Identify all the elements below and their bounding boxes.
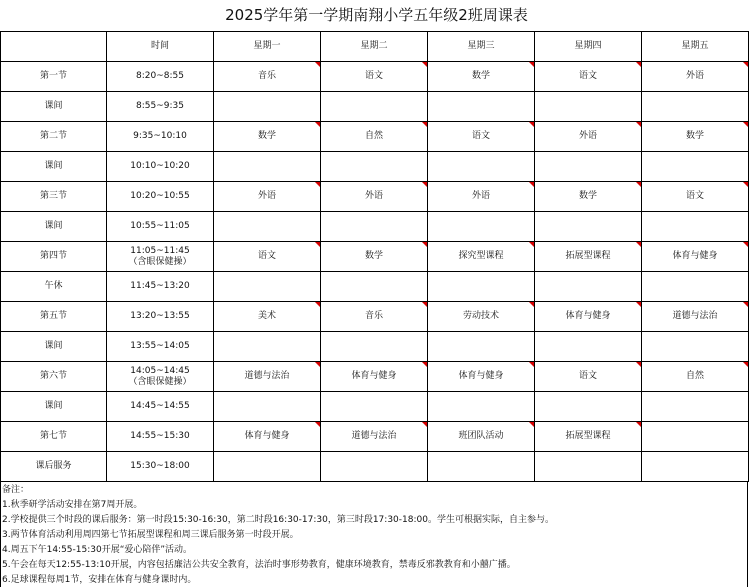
subject-label: 语文 [364, 71, 383, 81]
subject-cell [214, 392, 321, 422]
time-range: 8:20~8:55 [136, 71, 184, 81]
comment-marker-icon [422, 362, 427, 367]
subject-cell [428, 242, 535, 272]
note-line: 6.足球课程每周1节，安排在体育与健身课时内。 [2, 575, 197, 585]
subject-cell [214, 152, 321, 182]
subject-label: 数学 [578, 191, 597, 201]
subject-cell [428, 182, 535, 212]
subject-cell [535, 362, 642, 392]
period-label: 第六节 [1, 362, 107, 392]
subject-cell [642, 92, 749, 122]
time-range: 15:30~18:00 [130, 461, 190, 471]
table-row [1, 272, 749, 302]
table-row [1, 182, 749, 212]
table-row [1, 452, 749, 482]
subject-cell [535, 242, 642, 272]
subject-cell [535, 302, 642, 332]
schedule-table [0, 31, 749, 482]
subject-cell [214, 362, 321, 392]
period-time [107, 152, 214, 182]
time-range: 8:55~9:35 [136, 101, 184, 111]
subject-cell [428, 392, 535, 422]
comment-marker-icon [529, 182, 534, 187]
page-title: 2025学年第一学期南翔小学五年级2班周课表 [225, 6, 528, 24]
comment-marker-icon [743, 242, 748, 247]
subject-cell [428, 92, 535, 122]
period-time [107, 182, 214, 212]
subject-label: 数学 [471, 71, 490, 81]
notes-heading: 备注： [2, 485, 30, 495]
subject-cell [642, 452, 749, 482]
comment-marker-icon [743, 182, 748, 187]
table-row [1, 152, 749, 182]
comment-marker-icon [636, 122, 641, 127]
header-row [1, 32, 749, 62]
time-range: 14:55~15:30 [130, 431, 190, 441]
subject-label: 自然 [364, 131, 383, 141]
table-row [1, 242, 749, 272]
table-row [1, 362, 749, 392]
comment-marker-icon [422, 182, 427, 187]
comment-marker-icon [636, 362, 641, 367]
subject-cell [321, 302, 428, 332]
period-label: 第四节 [1, 242, 107, 272]
subject-cell [535, 182, 642, 212]
subject-cell [642, 62, 749, 92]
table-row [1, 122, 749, 152]
period-time [107, 302, 214, 332]
subject-cell [642, 332, 749, 362]
subject-cell [428, 422, 535, 452]
subject-cell [428, 122, 535, 152]
subject-cell [642, 392, 749, 422]
subject-label: 外语 [578, 131, 597, 141]
time-range: 13:20~13:55 [130, 311, 190, 321]
period-time [107, 92, 214, 122]
subject-label: 体育与健身 [672, 251, 718, 261]
subject-cell [321, 182, 428, 212]
subject-label: 外语 [685, 71, 704, 81]
subject-cell [642, 212, 749, 242]
subject-label: 语文 [578, 71, 597, 81]
time-range: 10:55~11:05 [130, 221, 190, 231]
subject-label: 语文 [685, 191, 704, 201]
subject-cell [321, 212, 428, 242]
comment-marker-icon [315, 122, 320, 127]
header-day-mon: 星期一 [214, 32, 321, 62]
subject-cell [642, 152, 749, 182]
subject-label: 数学 [257, 131, 276, 141]
table-row [1, 422, 749, 452]
period-time [107, 62, 214, 92]
comment-marker-icon [315, 302, 320, 307]
subject-cell [642, 422, 749, 452]
comment-marker-icon [529, 62, 534, 67]
note-line: 3.两节体育活动利用周四第七节拓展型课程和周三课后服务第一时段开展。 [2, 530, 299, 540]
subject-label: 体育与健身 [244, 431, 290, 441]
comment-marker-icon [422, 62, 427, 67]
subject-label: 探究型课程 [458, 251, 504, 261]
note-line: 4.周五下午14:55-15:30开展“爱心陪伴”活动。 [2, 545, 193, 555]
subject-cell [428, 452, 535, 482]
subject-cell [321, 272, 428, 302]
comment-marker-icon [636, 62, 641, 67]
subject-label: 美术 [257, 311, 276, 321]
subject-cell [321, 62, 428, 92]
subject-cell [428, 332, 535, 362]
time-range: 10:10~10:20 [130, 161, 190, 171]
subject-label: 音乐 [257, 71, 276, 81]
subject-label: 道德与法治 [244, 371, 290, 381]
time-range: 14:05~14:45 [130, 365, 190, 376]
subject-cell [214, 92, 321, 122]
subject-cell [428, 362, 535, 392]
time-range: 11:45~13:20 [130, 281, 190, 291]
subject-label: 数学 [685, 131, 704, 141]
header-day-thu: 星期四 [535, 32, 642, 62]
period-label: 课间 [1, 332, 107, 362]
subject-cell [428, 152, 535, 182]
comment-marker-icon [422, 122, 427, 127]
subject-cell [321, 422, 428, 452]
period-time [107, 122, 214, 152]
subject-cell [321, 332, 428, 362]
subject-cell [214, 302, 321, 332]
comment-marker-icon [743, 302, 748, 307]
comment-marker-icon [315, 62, 320, 67]
period-time [107, 452, 214, 482]
table-row [1, 332, 749, 362]
subject-cell [535, 422, 642, 452]
comment-marker-icon [743, 122, 748, 127]
comment-marker-icon [315, 182, 320, 187]
subject-label: 拓展型课程 [565, 431, 611, 441]
subject-cell [535, 332, 642, 362]
subject-cell [428, 302, 535, 332]
header-day-tue: 星期二 [321, 32, 428, 62]
period-label: 第五节 [1, 302, 107, 332]
subject-cell [321, 152, 428, 182]
period-label: 第二节 [1, 122, 107, 152]
notes-section [0, 482, 748, 587]
subject-label: 音乐 [364, 311, 383, 321]
header-day-wed: 星期三 [428, 32, 535, 62]
table-row [1, 62, 749, 92]
subject-cell [642, 302, 749, 332]
subject-cell [321, 362, 428, 392]
comment-marker-icon [315, 422, 320, 427]
comment-marker-icon [315, 242, 320, 247]
subject-cell [642, 362, 749, 392]
note-line: 5.午会在每天12:55-13:10开展，内容包括廉洁公共安全教育，法治时事形势教育，健康环境教育，禁毒反邪教教育和小囍广播。 [2, 560, 516, 570]
subject-cell [535, 152, 642, 182]
subject-cell [321, 392, 428, 422]
subject-label: 体育与健身 [458, 371, 504, 381]
note-line: 2.学校提供三个时段的课后服务：第一时段15:30-16:30，第二时段16:30-17:30，第三时段17:30-18:00。学生可根据实际，自主参与。 [2, 515, 554, 525]
subject-cell [642, 242, 749, 272]
subject-cell [535, 272, 642, 302]
subject-label: 道德与法治 [351, 431, 397, 441]
header-day-fri: 星期五 [642, 32, 749, 62]
period-label: 课间 [1, 392, 107, 422]
subject-label: 语文 [471, 131, 490, 141]
comment-marker-icon [315, 362, 320, 367]
subject-cell [535, 452, 642, 482]
subject-cell [321, 242, 428, 272]
subject-cell [214, 272, 321, 302]
subject-label: 数学 [364, 251, 383, 261]
subject-label: 道德与法治 [672, 311, 718, 321]
period-time [107, 272, 214, 302]
subject-cell [535, 392, 642, 422]
table-row [1, 392, 749, 422]
period-time [107, 422, 214, 452]
subject-cell [535, 212, 642, 242]
period-label: 午休 [1, 272, 107, 302]
subject-cell [321, 122, 428, 152]
table-row [1, 92, 749, 122]
period-time [107, 242, 214, 272]
subject-label: 外语 [471, 191, 490, 201]
subject-cell [214, 422, 321, 452]
period-time [107, 332, 214, 362]
period-label: 课间 [1, 212, 107, 242]
comment-marker-icon [743, 62, 748, 67]
subject-cell [214, 332, 321, 362]
period-label: 课后服务 [1, 452, 107, 482]
table-row [1, 302, 749, 332]
subject-label: 劳动技术 [462, 311, 499, 321]
time-range: 9:35~10:10 [133, 131, 187, 141]
comment-marker-icon [529, 242, 534, 247]
comment-marker-icon [422, 242, 427, 247]
period-time [107, 362, 214, 392]
time-note: （含眼保健操） [128, 256, 192, 267]
subject-label: 语文 [257, 251, 276, 261]
period-time [107, 212, 214, 242]
comment-marker-icon [529, 362, 534, 367]
subject-label: 体育与健身 [351, 371, 397, 381]
subject-cell [214, 122, 321, 152]
period-time [107, 392, 214, 422]
comment-marker-icon [529, 122, 534, 127]
comment-marker-icon [636, 182, 641, 187]
period-label: 第三节 [1, 182, 107, 212]
comment-marker-icon [636, 242, 641, 247]
subject-label: 外语 [364, 191, 383, 201]
subject-label: 语文 [578, 371, 597, 381]
comment-marker-icon [636, 302, 641, 307]
subject-label: 外语 [257, 191, 276, 201]
table-row [1, 212, 749, 242]
header-corner [1, 32, 107, 62]
subject-cell [321, 92, 428, 122]
period-label: 第七节 [1, 422, 107, 452]
time-range: 13:55~14:05 [130, 341, 190, 351]
period-label: 课间 [1, 92, 107, 122]
time-range: 14:45~14:55 [130, 401, 190, 411]
subject-cell [214, 212, 321, 242]
subject-cell [642, 182, 749, 212]
header-time: 时间 [107, 32, 214, 62]
subject-cell [642, 122, 749, 152]
subject-cell [535, 62, 642, 92]
subject-cell [428, 212, 535, 242]
time-range: 10:20~10:55 [130, 191, 190, 201]
subject-label: 自然 [685, 371, 704, 381]
subject-cell [321, 452, 428, 482]
subject-cell [428, 272, 535, 302]
comment-marker-icon [529, 422, 534, 427]
subject-cell [214, 452, 321, 482]
period-label: 课间 [1, 152, 107, 182]
subject-cell [214, 182, 321, 212]
comment-marker-icon [529, 302, 534, 307]
subject-cell [214, 242, 321, 272]
subject-cell [535, 92, 642, 122]
comment-marker-icon [636, 422, 641, 427]
subject-label: 班团队活动 [458, 431, 504, 441]
subject-cell [642, 272, 749, 302]
subject-cell [214, 62, 321, 92]
subject-label: 体育与健身 [565, 311, 611, 321]
comment-marker-icon [422, 422, 427, 427]
subject-cell [535, 122, 642, 152]
subject-label: 拓展型课程 [565, 251, 611, 261]
time-note: （含眼保健操） [128, 376, 192, 387]
comment-marker-icon [743, 362, 748, 367]
subject-cell [428, 62, 535, 92]
note-line: 1.秋季研学活动安排在第7周开展。 [2, 500, 143, 510]
period-label: 第一节 [1, 62, 107, 92]
comment-marker-icon [422, 302, 427, 307]
time-range: 11:05~11:45 [130, 245, 190, 256]
